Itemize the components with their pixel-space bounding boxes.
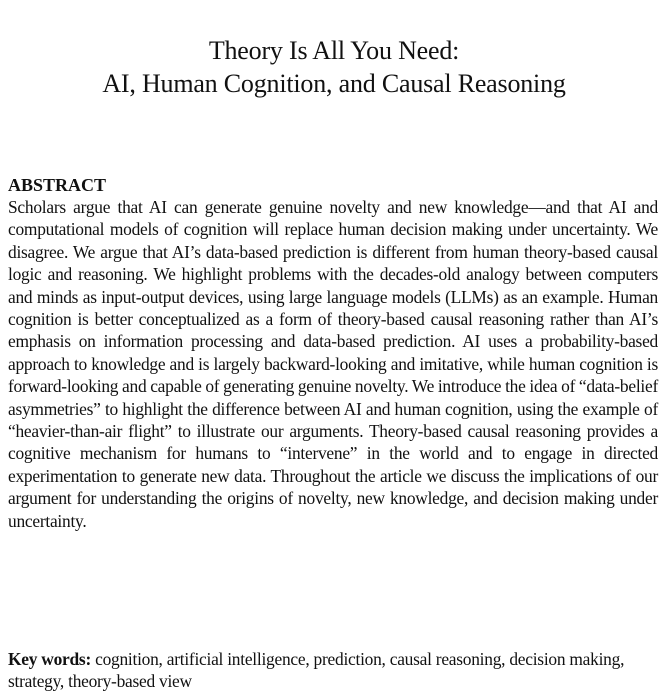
keywords-label: Key words:: [8, 649, 91, 669]
keywords: [8, 648, 648, 693]
paper-title: [0, 34, 668, 100]
abstract-section: [8, 174, 658, 532]
abstract-heading: ABSTRACT: [8, 175, 107, 195]
abstract-body: Scholars argue that AI can generate genuine novelty and new knowledge—and that AI and computational models of cognition will replace human decision making under uncertainty. We disagree. We argue that AI’s data-based prediction is different from human theory-based causal logic and reasoning. We highlight problems with the decades-old analogy between computers and minds as input-output devices, using large language models (LLMs) as an example. Human cognition is better conceptualized as a form of theory-based causal reasoning rather than AI’s emphasis on information processing and data-based prediction. AI uses a probability-based approach to knowledge and is largely backward-looking and imitative, while human cognition is forward-looking and capable of generating genuine novelty. We introduce the idea of “data-belief asymmetries” to highlight the difference between AI and human cognition, using the example of “heavier-than-air flight” to illustrate our arguments. Theory-based causal reasoning provides a cognitive mechanism for humans to “intervene” in the world and to engage in directed experimentation to generate new data. Throughout the article we discuss the implications of our argument for understanding the origins of novelty, new knowledge, and decision making under uncertainty.: [8, 197, 658, 531]
title-line-2: AI, Human Cognition, and Causal Reasoning: [102, 69, 566, 98]
title-line-1: Theory Is All You Need:: [208, 36, 460, 65]
keywords-list: cognition, artificial intelligence, prediction, causal reasoning, decision making, strategy, theory-based view: [8, 649, 625, 692]
